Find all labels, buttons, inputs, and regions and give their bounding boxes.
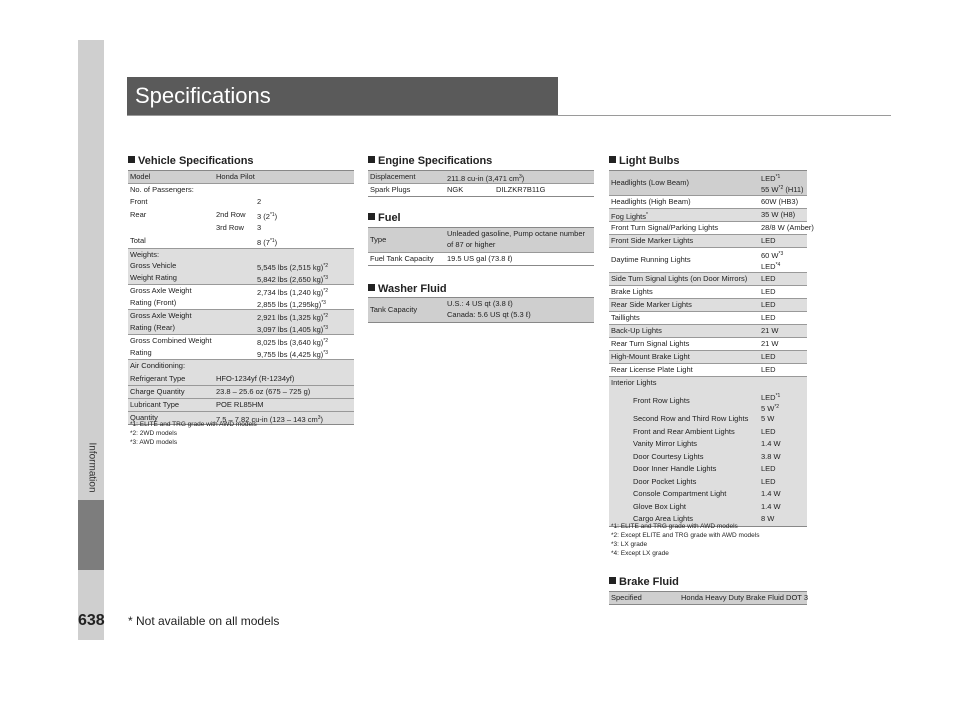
table-row: Weights:	[128, 249, 354, 260]
engine-table	[368, 170, 594, 197]
table-row: High-Mount Brake Light LED	[609, 351, 807, 364]
table-row: Headlights (Low Beam) LED$^{*1}$ 55 $W^{*2}$ (H11)	[609, 171, 807, 196]
table-row: Daytime Running Lights 60 $W^{*3}$ LED$^{*4}$	[609, 248, 807, 273]
table-row: Gross Vehicle 5,545 lbs (2,515 kg)$^{*2}$	[128, 260, 354, 272]
bullet-square-icon	[368, 284, 375, 291]
list-item: Cargo Area Lights 8 W	[609, 513, 807, 526]
table-row: Model Honda Pilot	[128, 171, 354, 184]
table-row: Brake Lights LED	[609, 286, 807, 299]
table-row: Displacement 211.8 cu-in (3,471 $cm^3$)	[368, 171, 594, 184]
table-row: Rating 9,755 lbs (4,425 kg)$^{*3}$	[128, 347, 354, 360]
page-number: 638	[78, 612, 105, 629]
table-row: Headlights (High Beam) 60W (HB3)	[609, 196, 807, 209]
list-item: Door Pocket Lights LED	[609, 476, 807, 489]
table-row: Fuel Tank Capacity 19.5 US gal (73.8 ℓ)	[370, 254, 513, 263]
bullet-square-icon	[368, 213, 375, 220]
table-row: Total 8 (7$^{*1}$)	[128, 235, 354, 249]
vehicle-footnotes: *1: ELITE and TRG grade with AWD models *2: 2WD models *3: AWD models	[130, 421, 257, 446]
title-rule	[127, 115, 891, 116]
list-item: Front and Rear Ambient Lights LED	[609, 426, 807, 439]
table-row: Front Row Lights LED$^{*1}$ 5 $W^{*2}$	[609, 389, 807, 413]
table-row: Fog Lights* 35 W (H8)	[609, 209, 807, 222]
list-item: Second Row and Third Row Lights 5 W	[609, 413, 807, 426]
bulbs-footnotes: *1: ELITE and TRG grade with AWD models *2: Except ELITE and TRG grade with AWD models *3: LX grade *4: Except LX grade	[611, 523, 760, 557]
table-row: Front Side Marker Lights LED	[609, 235, 807, 248]
footer-note: * Not available on all models	[128, 614, 280, 628]
table-row: Rear Side Marker Lights LED	[609, 299, 807, 312]
brake-fluid-table	[609, 591, 807, 605]
table-row: Gross Axle Weight 2,921 lbs (1,325 kg)$^{*2}$	[128, 310, 354, 322]
vehicle-table	[128, 170, 354, 425]
table-row: Lubricant Type POE RL85HM	[128, 399, 354, 412]
table-row: Interior Lights	[609, 377, 807, 389]
table-row: Air Conditioning:	[128, 360, 354, 373]
list-item: Door Inner Handle Lights LED	[609, 463, 807, 476]
table-row: Type Unleaded gasoline, Pump octane number of 87 or higher	[368, 228, 594, 253]
engine-heading: Engine Specifications	[368, 155, 492, 167]
bullet-square-icon	[368, 156, 375, 163]
bulbs-table	[609, 170, 814, 527]
table-row: Gross Combined Weight 8,025 lbs (3,640 kg)$^{*2}$	[130, 336, 329, 347]
washer-table	[368, 297, 594, 323]
table-row: Rear 2nd Row 3 (2$^{*1}$)	[130, 210, 278, 221]
side-label: Information	[86, 442, 98, 493]
table-row: Gross Axle Weight 2,734 lbs (1,240 kg)$^{*2}$	[130, 286, 329, 297]
table-row: Quantity 7.5 – 7.82 cu-in (123 – 143 $cm^3$)	[128, 412, 354, 425]
table-row: 3rd Row 3	[216, 223, 262, 232]
list-item: Glove Box Light 1.4 W	[609, 501, 807, 514]
table-row: Refrigerant Type HFO-1234yf (R-1234yf)	[128, 373, 354, 386]
table-row: Rating (Rear) 3,097 lbs (1,405 kg)$^{*3}$	[128, 322, 354, 335]
table-row: Side Turn Signal Lights (on Door Mirrors) LED	[609, 273, 807, 286]
washer-heading: Washer Fluid	[368, 283, 447, 295]
table-row: Rating (Front) 2,855 lbs $(1,295kg)^{*3}$	[128, 297, 354, 310]
list-item: Console Compartment Light 1.4 W	[609, 488, 807, 501]
table-row: Spark Plugs NGK DILZKR7B11G	[370, 185, 546, 194]
list-item: Door Courtesy Lights 3.8 W	[609, 451, 807, 464]
table-row: Specified Honda Heavy Duty Brake Fluid DOT 3	[611, 593, 808, 602]
fuel-table	[368, 227, 594, 266]
table-row: Charge Quantity 23.8 – 25.6 oz (675 – 725 g)	[128, 386, 354, 399]
table-row: Front Turn Signal/Parking Lights 28/8 W (Amber)	[609, 222, 807, 235]
brake-fluid-heading: Brake Fluid	[609, 576, 679, 588]
bulbs-heading: Light Bulbs	[609, 155, 680, 167]
bullet-square-icon	[609, 577, 616, 584]
table-row: Front 2	[130, 197, 262, 206]
table-row: Rear Turn Signal Lights 21 W	[609, 338, 807, 351]
table-row: Taillights LED	[609, 312, 807, 325]
table-row: Tank Capacity U.S.: 4 US qt (3.8 ℓ) Canada: 5.6 US qt (5.3 ℓ)	[368, 298, 594, 322]
bullet-square-icon	[609, 156, 616, 163]
vehicle-heading: Vehicle Specifications	[128, 155, 254, 167]
bullet-square-icon	[128, 156, 135, 163]
table-row: Weight Rating 5,842 lbs (2,650 kg)$^{*3}$	[128, 272, 354, 285]
list-item: Vanity Mirror Lights 1.4 W	[609, 438, 807, 451]
side-tab-marker	[78, 500, 104, 570]
title-bar	[127, 77, 558, 115]
page-title: Specifications	[135, 83, 271, 108]
table-row: No. of Passengers:	[130, 185, 194, 194]
table-row: Rear License Plate Light LED	[609, 364, 807, 377]
table-row: Back-Up Lights 21 W	[609, 325, 807, 338]
fuel-heading: Fuel	[368, 212, 401, 224]
